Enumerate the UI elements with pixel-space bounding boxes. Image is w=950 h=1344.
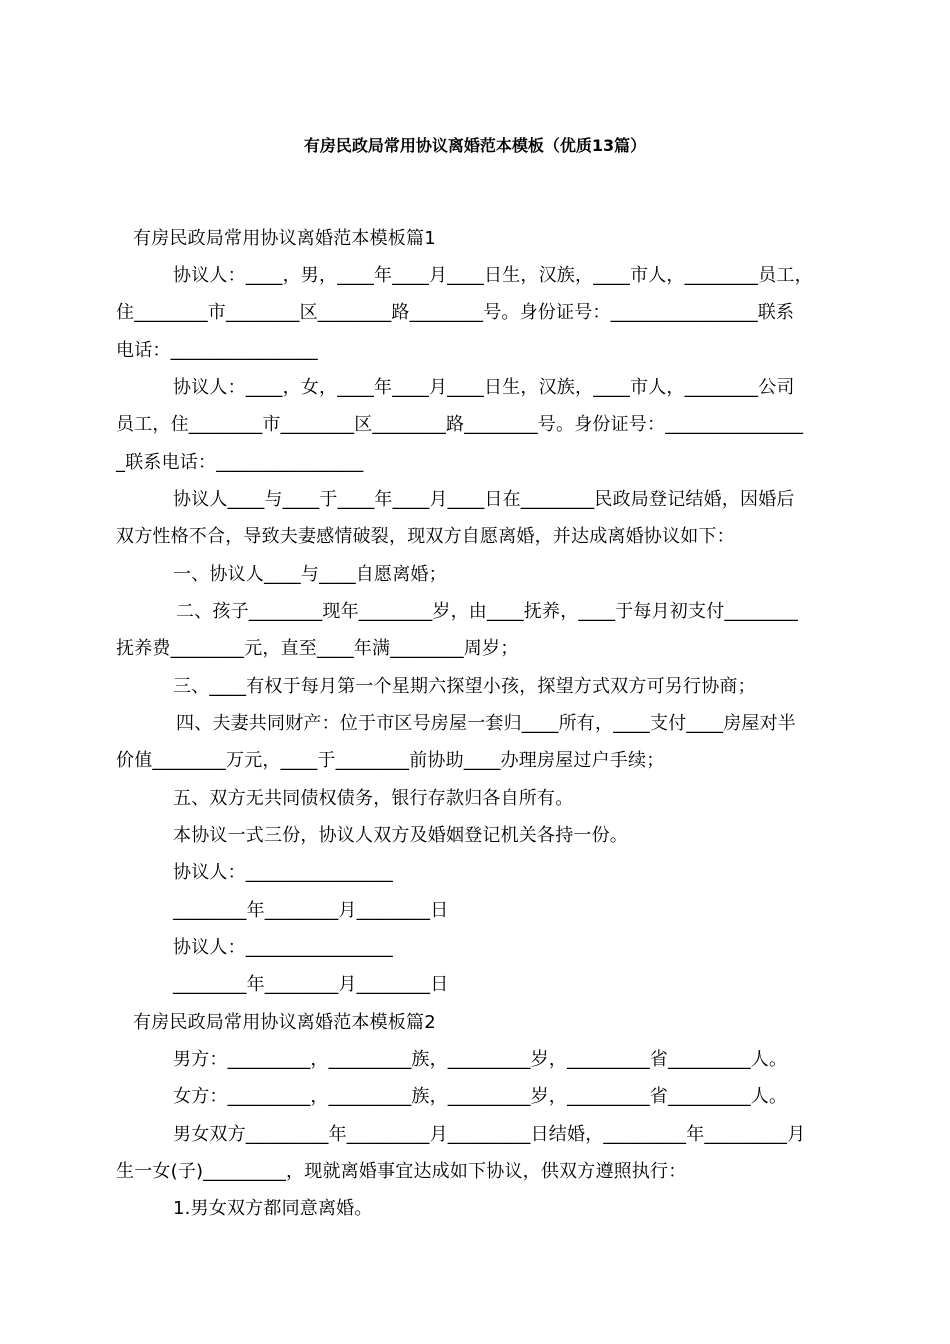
clause-line: 1.男女双方都同意离婚。 — [173, 1198, 373, 1219]
date-line: ________年________月________日 — [173, 974, 449, 995]
paragraph-line: 女方：_________，_________族，_________岁，_________省_________人。 — [173, 1086, 788, 1107]
paragraph-line: _联系电话：________________ — [116, 452, 364, 473]
paragraph-line: 员工，住________市________区________路________号。身份证号：_______________ — [116, 414, 804, 435]
date-line: ________年________月________日 — [173, 900, 449, 921]
paragraph-line: 住________市________区________路________号。身份证号：________________联系 — [116, 302, 795, 323]
section-heading-2: 有房民政局常用协议离婚范本模板篇2 — [133, 1012, 436, 1033]
paragraph-line: 男方：_________，_________族，_________岁，_________省_________人。 — [173, 1049, 788, 1070]
clause-line: 五、双方无共同债权债务，银行存款归各自所有。 — [173, 788, 574, 809]
clause-line: 抚养费________元，直至____年满________周岁； — [116, 638, 519, 659]
paragraph-line: 电话：________________ — [116, 340, 318, 361]
paragraph-line: 生一女(子)_________，现就离婚事宜达成如下协议，供双方遵照执行： — [116, 1161, 687, 1182]
section-heading-1: 有房民政局常用协议离婚范本模板篇1 — [133, 228, 436, 249]
paragraph-line: 协议人：____，女，____年____月____日生，汉族，____市人，________公司 — [173, 377, 795, 398]
clause-line: 一、协议人____与____自愿离婚； — [173, 564, 447, 585]
paragraph-line: 双方性格不合，导致夫妻感情破裂，现双方自愿离婚，并达成离婚协议如下： — [116, 526, 735, 547]
paragraph-line: 协议人：____，男，____年____月____日生，汉族，____市人，________员工， — [173, 265, 813, 286]
signature-line: 协议人：________________ — [173, 862, 393, 883]
paragraph-line: 协议人____与____于____年____月____日在________民政局登记结婚，因婚后 — [173, 489, 795, 510]
signature-line: 协议人：________________ — [173, 937, 393, 958]
document-title: 有房民政局常用协议离婚范本模板（优质13篇） — [303, 136, 647, 155]
clause-line: 三、____有权于每月第一个星期六探望小孩，探望方式双方可另行协商； — [173, 676, 756, 697]
clause-line: 二、孩子________现年________岁，由____抚养，____于每月初支付________ — [176, 601, 798, 622]
paragraph-line: 本协议一式三份，协议人双方及婚姻登记机关各持一份。 — [173, 825, 628, 846]
clause-line: 四、夫妻共同财产：位于市区号房屋一套归____所有，____支付____房屋对半 — [176, 713, 796, 734]
paragraph-line: 男女双方_________年_________月_________日结婚，_________年_________月 — [173, 1124, 806, 1145]
clause-line: 价值________万元，____于________前协助____办理房屋过户手续； — [116, 750, 665, 771]
